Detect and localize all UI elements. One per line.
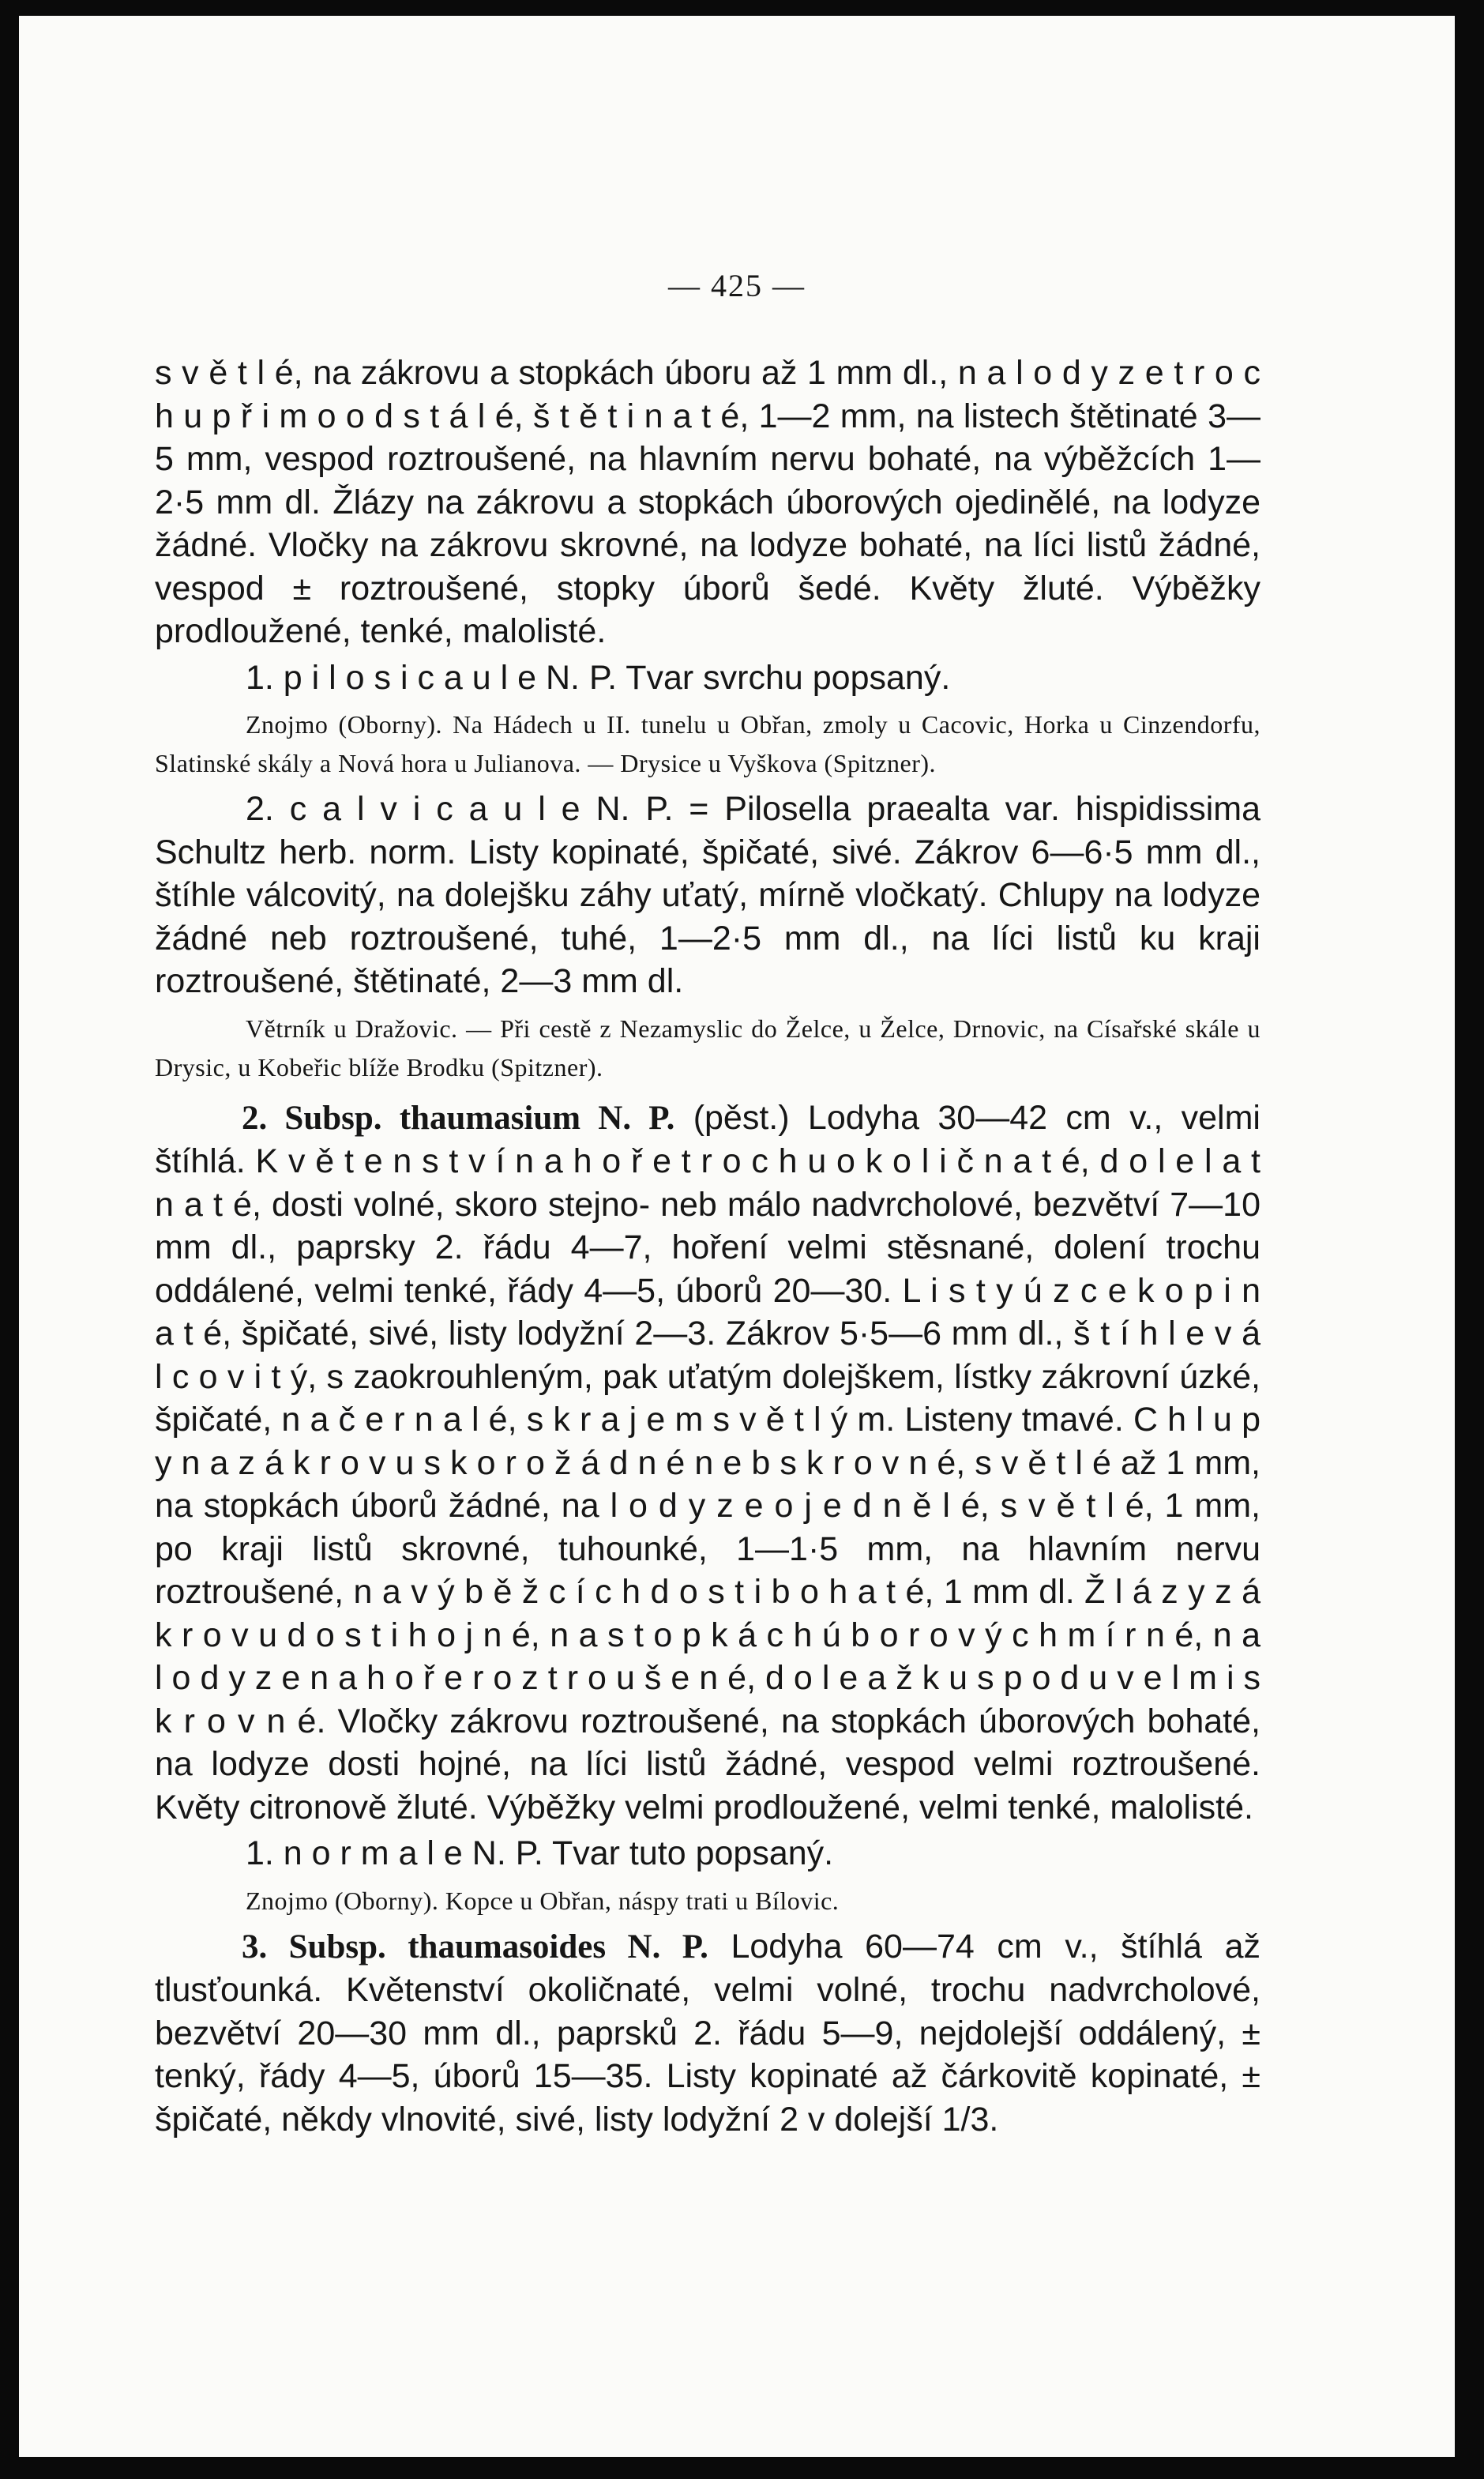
subspecies-description-thaumasoides: Lodyha 60—74 cm v., štíhlá až tlusťounká. Květenství okoličnaté, velmi volné, trochu nadvrcholové, bezvětví 20—30 mm dl., paprsků 2. řádu 5—9, nejdolejší oddálený, ± tenký, řády 4—5, úborů 15—35. Listy kopinaté až čárkovitě kopinaté, ± špičaté, někdy vlnovité, sivé, listy lodyžní 2 v dolejší 1/3. <box>155 1927 1260 2139</box>
subspecies-paragraph-thaumasoides <box>155 1925 1260 2142</box>
subspecies-description-thaumasium: (pěst.) Lodyha 30—42 cm v., velmi štíhlá. K v ě t e n s t v í n a h o ř e t r o c h u o k o l i č n a t é, d o l e l a t n a t é, dosti volné, skoro stejno- neb málo nadvrcholové, bezvětví 7—10 mm dl., paprsky 2. řádu 4—7, hoření velmi stěsnané, dolení trochu oddálené, velmi tenké, řády 4—5, úborů 20—30. L i s t y ú z c e k o p i n a t é, špičaté, sivé, listy lodyžní 2—3. Zákrov 5·5—6 mm dl., š t í h l e v á l c o v i t ý, s zaokrouhleným, pak uťatým dolejškem, lístky zákrovní úzké, špičaté, n a č e r n a l é, s k r a j e m s v ě t l ý m. Listeny tmavé. C h l u p y n a z á k r o v u s k o r o ž á d n é n e b s k r o v n é, s v ě t l é až 1 mm, na stopkách úborů žádné, na l o d y z e o j e d n ě l é, s v ě t l é, 1 mm, po kraji listů skrovné, tuhounké, 1—1·5 mm, na hlavním nervu roztroušené, n a v ý b ě ž c í c h d o s t i b o h a t é, 1 mm dl. Ž l á z y z á k r o v u d o s t i h o j n é, n a s t o p k á c h ú b o r o v ý c h m í r n é, n a l o d y z e n a h o ř e r o z t r o u š e n é, d o l e a ž k u s p o d u v e l m i s k r o v n é. Vločky zákrovu roztroušené, na stopkách úborových bohaté, na lodyze dosti hojné, na líci listů žádné, vespod velmi roztroušené. Květy citronově žluté. Výběžky velmi prodloužené, velmi tenké, malolisté. <box>155 1098 1260 1826</box>
locality-list-pilosicaule: Znojmo (Oborny). Na Hádech u II. tunelu u Obřan, zmoly u Cacovic, Horka u Cinzendorfu, Slatinské skály a Nová hora u Julianova. — Drysice u Vyškova (Spitzner). <box>155 710 1260 777</box>
document-page <box>19 16 1455 2457</box>
variety-heading-normale: 1. n o r m a l e N. P. Tvar tuto popsaný. <box>246 1834 834 1872</box>
page-content <box>155 352 1260 2141</box>
subspecies-heading-thaumasium: 2. Subsp. thaumasium N. P. <box>242 1099 675 1137</box>
subspecies-heading-thaumasoides: 3. Subsp. thaumasoides N. P. <box>242 1928 708 1966</box>
paragraph-description-continued: s v ě t l é, na zákrovu a stopkách úboru až 1 mm dl., n a l o d y z e t r o c h u p ř i m o o d s t á l é, š t ě t i n a t é, 1—2 mm, na listech štětinaté 3—5 mm, vespod roztroušené, na hlavním nervu bohaté, na výběžcích 1—2·5 mm dl. Žlázy na zákrovu a stopkách úborových ojedinělé, na lodyze žádné. Vločky na zákrovu skrovné, na lodyze bohaté, na líci listů žádné, vespod ± roztroušené, stopky úborů šedé. Květy žluté. Výběžky prodloužené, tenké, malolisté. <box>155 354 1260 650</box>
variety-paragraph-calvicaule: 2. c a l v i c a u l e N. P. = Pilosella praealta var. hispidissima Schultz herb. norm. Listy kopinaté, špičaté, sivé. Zákrov 6—6·5 mm dl., štíhle válcovitý, na dolejšku záhy uťatý, mírně vločkatý. Chlupy na lodyze žádné neb roztroušené, tuhé, 1—2·5 mm dl., na líci listů ku kraji roztroušené, štětinaté, 2—3 mm dl. <box>155 790 1260 1000</box>
locality-list-calvicaule: Větrník u Dražovic. — Při cestě z Nezamyslic do Želce, u Želce, Drnovic, na Císařské skále u Drysic, u Kobeřic blíže Brodku (Spitzner). <box>155 1014 1260 1082</box>
locality-list-normale: Znojmo (Oborny). Kopce u Obřan, náspy trati u Bílovic. <box>246 1886 840 1915</box>
variety-heading-pilosicaule: 1. p i l o s i c a u l e N. P. Tvar svrchu popsaný. <box>246 658 951 697</box>
subspecies-paragraph-thaumasium <box>155 1097 1260 1830</box>
page-number: — 425 — <box>668 268 806 303</box>
